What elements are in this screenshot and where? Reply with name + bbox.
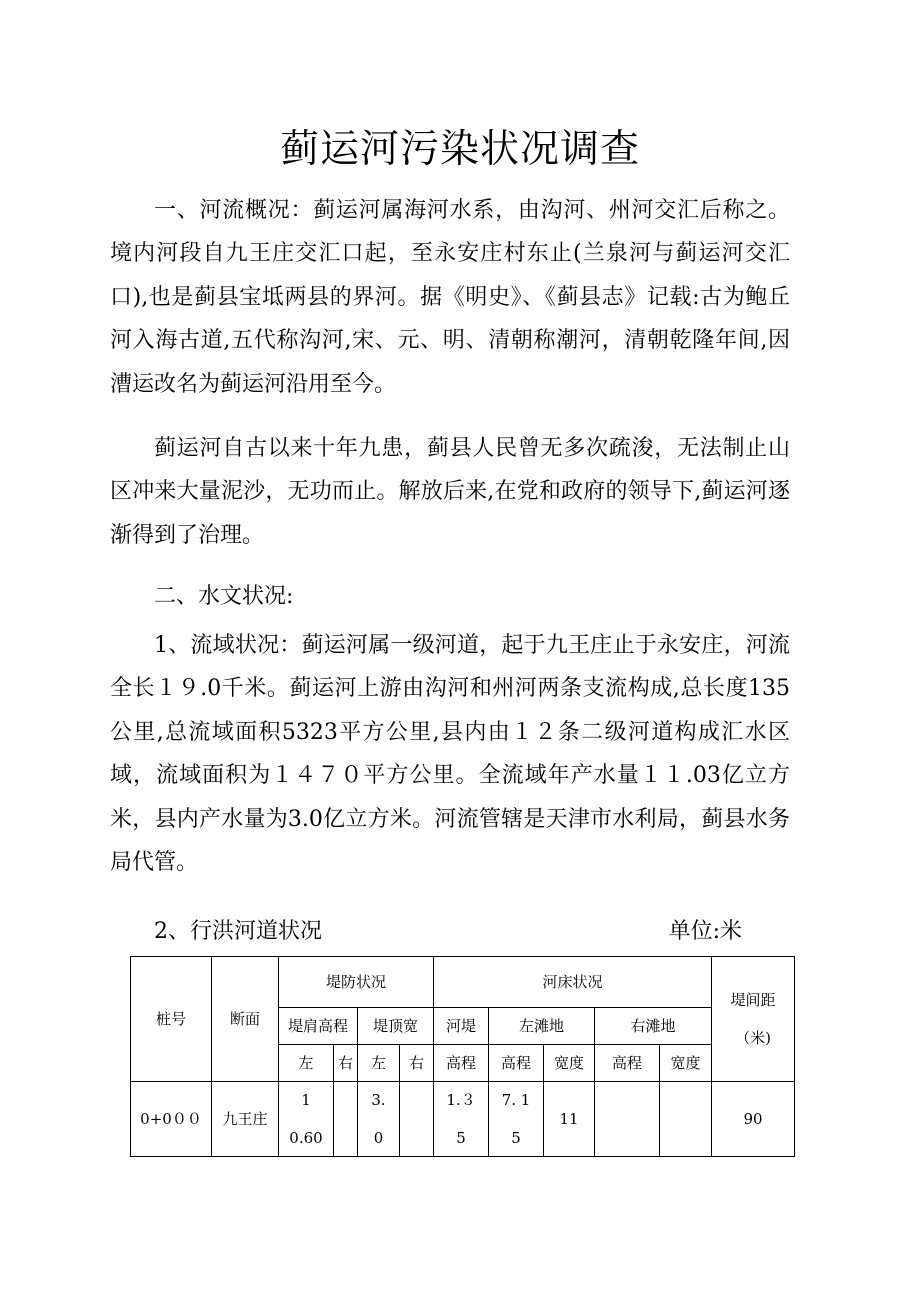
cell-river-dike-line2: 5 — [456, 1129, 466, 1147]
cell-shoulder-left-line2: 0.60 — [289, 1129, 323, 1147]
header-river-dike: 河堤 — [434, 1008, 489, 1045]
header-left-beach-elevation: 高程 — [489, 1045, 544, 1082]
unit-label: 单位:米 — [668, 919, 742, 944]
header-left-beach-width: 宽度 — [544, 1045, 595, 1082]
header-river-dike-elevation: 高程 — [434, 1045, 489, 1082]
header-section: 断面 — [212, 957, 279, 1082]
paragraph-river-overview: 一、河流概况：蓟运河属海河水系，由沟河、州河交汇后称之。境内河段自九王庄交汇口起，至永安庄村东止(兰泉河与蓟运河交汇口),也是蓟县宝坻两县的界河。据《明史》、《蓟县志》记载:古为鲍丘河入海古道,五代称沟河,宋、元、明、清朝称潮河，清朝乾隆年间,因漕运改名为蓟运河沿用至今。 — [110, 198, 790, 397]
cell-left-beach-line2: 5 — [511, 1129, 521, 1147]
header-dike-spacing — [712, 957, 795, 1082]
header-right-beach-width: 宽度 — [660, 1045, 712, 1082]
cell-crest-right — [400, 1082, 434, 1157]
header-shoulder-left: 左 — [279, 1045, 334, 1082]
header-shoulder-right: 右 — [334, 1045, 358, 1082]
paragraph-hydrology-heading: 二、水文状况: — [154, 584, 294, 609]
document-title: 蓟运河污染状况调查 — [279, 127, 640, 172]
cell-crest-left-line2: 0 — [373, 1129, 384, 1147]
cell-left-beach-line1: 7. 1 — [501, 1091, 531, 1109]
table-caption: 2、行洪河道状况 — [154, 919, 322, 944]
header-crest-width: 堤顶宽 — [358, 1008, 434, 1045]
cell-crest-left-line1: 3. — [371, 1091, 386, 1109]
cell-dike-spacing: 90 — [712, 1082, 795, 1157]
header-crest-right: 右 — [400, 1045, 434, 1082]
header-right-beach-elevation: 高程 — [595, 1045, 660, 1082]
cell-crest-left — [358, 1082, 400, 1157]
header-dike-spacing-label: 堤间距 — [730, 991, 776, 1009]
flood-channel-table — [130, 956, 795, 1157]
header-crest-left: 左 — [358, 1045, 400, 1082]
cell-section: 九王庄 — [212, 1082, 279, 1157]
table-row — [131, 1082, 795, 1157]
header-shoulder-elevation: 堤肩高程 — [279, 1008, 358, 1045]
cell-shoulder-left — [279, 1082, 334, 1157]
paragraph-history: 蓟运河自古以来十年九患，蓟县人民曾无多次疏浚，无法制止山区冲来大量泥沙，无功而止。解放后来,在党和政府的领导下,蓟运河逐渐得到了治理。 — [110, 436, 790, 548]
cell-right-beach-elevation — [595, 1082, 660, 1157]
table-caption-row — [110, 910, 742, 953]
header-pile-no: 桩号 — [131, 957, 212, 1082]
cell-pile-no: 0+0００ — [131, 1082, 212, 1157]
cell-shoulder-right — [334, 1082, 358, 1157]
paragraph-basin-status: 1、流域状况：蓟运河属一级河道，起于九王庄止于永安庄，河流全长１９.0千米。蓟运河上游由沟河和州河两条支流构成,总长度135公里,总流域面积5323平方公里,县内由１２条二级河道构成汇水区域，流域面积为１４７０平方公里。全流域年产水量１１.03亿立方米，县内产水量为3.0亿立方米。河流管辖是天津市水利局，蓟县水务局代管。 — [110, 633, 790, 876]
cell-right-beach-width — [660, 1082, 712, 1157]
header-dike-status: 堤防状况 — [279, 957, 434, 1008]
cell-river-dike-line1: 1.３ — [446, 1091, 476, 1109]
header-right-beach: 右滩地 — [595, 1008, 712, 1045]
header-dike-spacing-unit: （米) — [735, 1029, 771, 1047]
header-left-beach: 左滩地 — [489, 1008, 595, 1045]
cell-left-beach-elevation — [489, 1082, 544, 1157]
cell-river-dike-elevation — [434, 1082, 489, 1157]
cell-left-beach-width: 11 — [544, 1082, 595, 1157]
header-riverbed-status: 河床状况 — [434, 957, 712, 1008]
cell-shoulder-left-line1: 1 — [301, 1091, 311, 1109]
